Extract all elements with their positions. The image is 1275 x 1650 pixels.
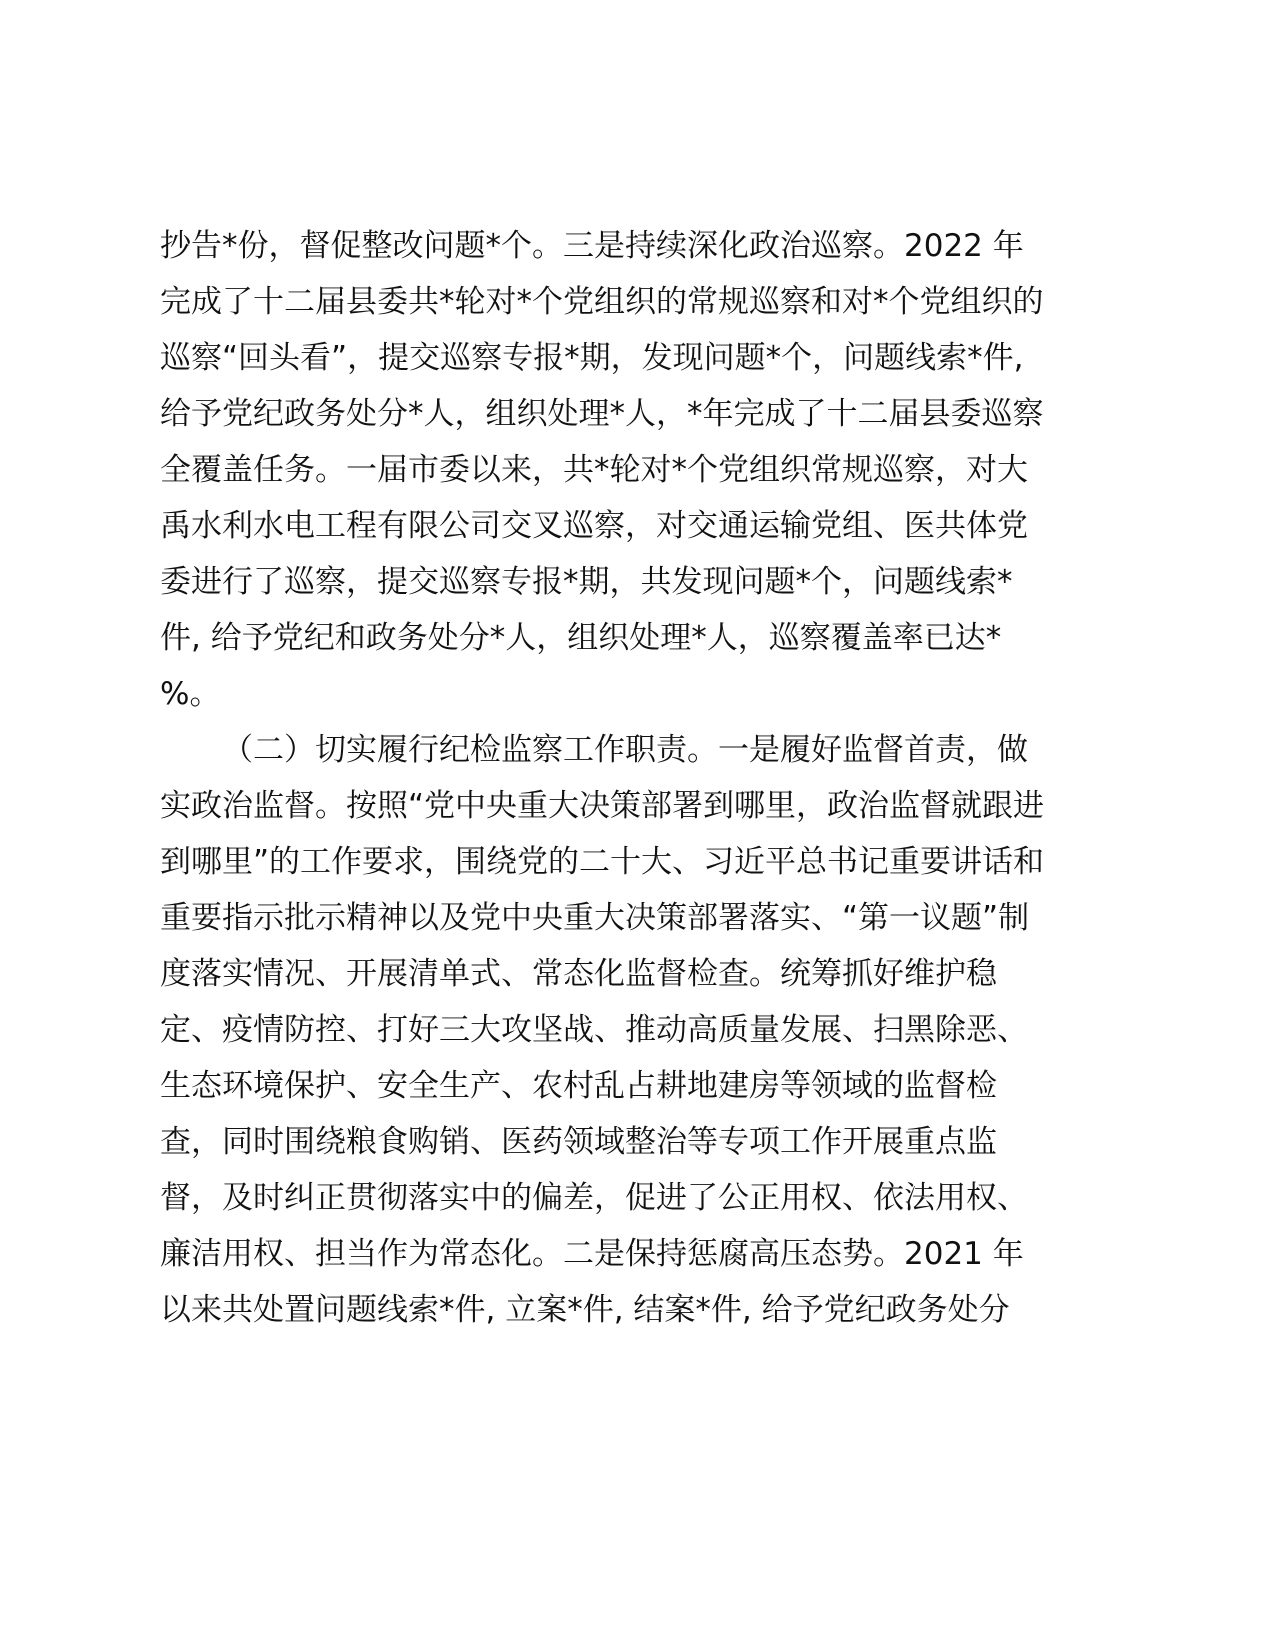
text-line: 抄告*份，督促整改问题*个。三是持续深化政治巡察。2022 年	[160, 228, 1024, 264]
text-line: 生态环境保护、安全生产、农村乱占耕地建房等领域的监督检	[160, 1068, 997, 1104]
text-line: 到哪里”的工作要求，围绕党的二十大、习近平总书记重要讲话和	[160, 844, 1045, 880]
text-line: 以来共处置问题线索*件, 立案*件, 结案*件, 给予党纪政务处分	[160, 1292, 1010, 1328]
text-line: 定、疫情防控、打好三大攻坚战、推动高质量发展、扫黑除恶、	[160, 1012, 1028, 1048]
body-text	[160, 218, 1070, 1338]
text-line: %。	[160, 676, 221, 712]
text-line: 度落实情况、开展清单式、常态化监督检查。统筹抓好维护稳	[160, 956, 997, 992]
text-line: 实政治监督。按照“党中央重大决策部署到哪里，政治监督就跟进	[160, 788, 1045, 824]
text-line: 件, 给予党纪和政务处分*人，组织处理*人，巡察覆盖率已达*	[160, 620, 1002, 656]
text-line: 重要指示批示精神以及党中央重大决策部署落实、“第一议题”制	[160, 900, 1030, 936]
text-line: 廉洁用权、担当作为常态化。二是保持惩腐高压态势。2021 年	[160, 1236, 1024, 1272]
text-line: 督，及时纠正贯彻落实中的偏差，促进了公正用权、依法用权、	[160, 1180, 1028, 1216]
text-line: 委进行了巡察，提交巡察专报*期，共发现问题*个，问题线索*	[160, 564, 1013, 600]
section-heading-line: （二）切实履行纪检监察工作职责。一是履好监督首责，做	[222, 732, 1028, 768]
text-line: 全覆盖任务。一届市委以来，共*轮对*个党组织常规巡察，对大	[160, 452, 1028, 488]
text-line: 巡察“回头看”，提交巡察专报*期，发现问题*个，问题线索*件,	[160, 340, 1024, 376]
text-line: 查，同时围绕粮食购销、医药领域整治等专项工作开展重点监	[160, 1124, 997, 1160]
text-line: 给予党纪政务处分*人，组织处理*人，*年完成了十二届县委巡察	[160, 396, 1044, 432]
text-line: 禹水利水电工程有限公司交叉巡察，对交通运输党组、医共体党	[160, 508, 1028, 544]
text-line: 完成了十二届县委共*轮对*个党组织的常规巡察和对*个党组织的	[160, 284, 1044, 320]
